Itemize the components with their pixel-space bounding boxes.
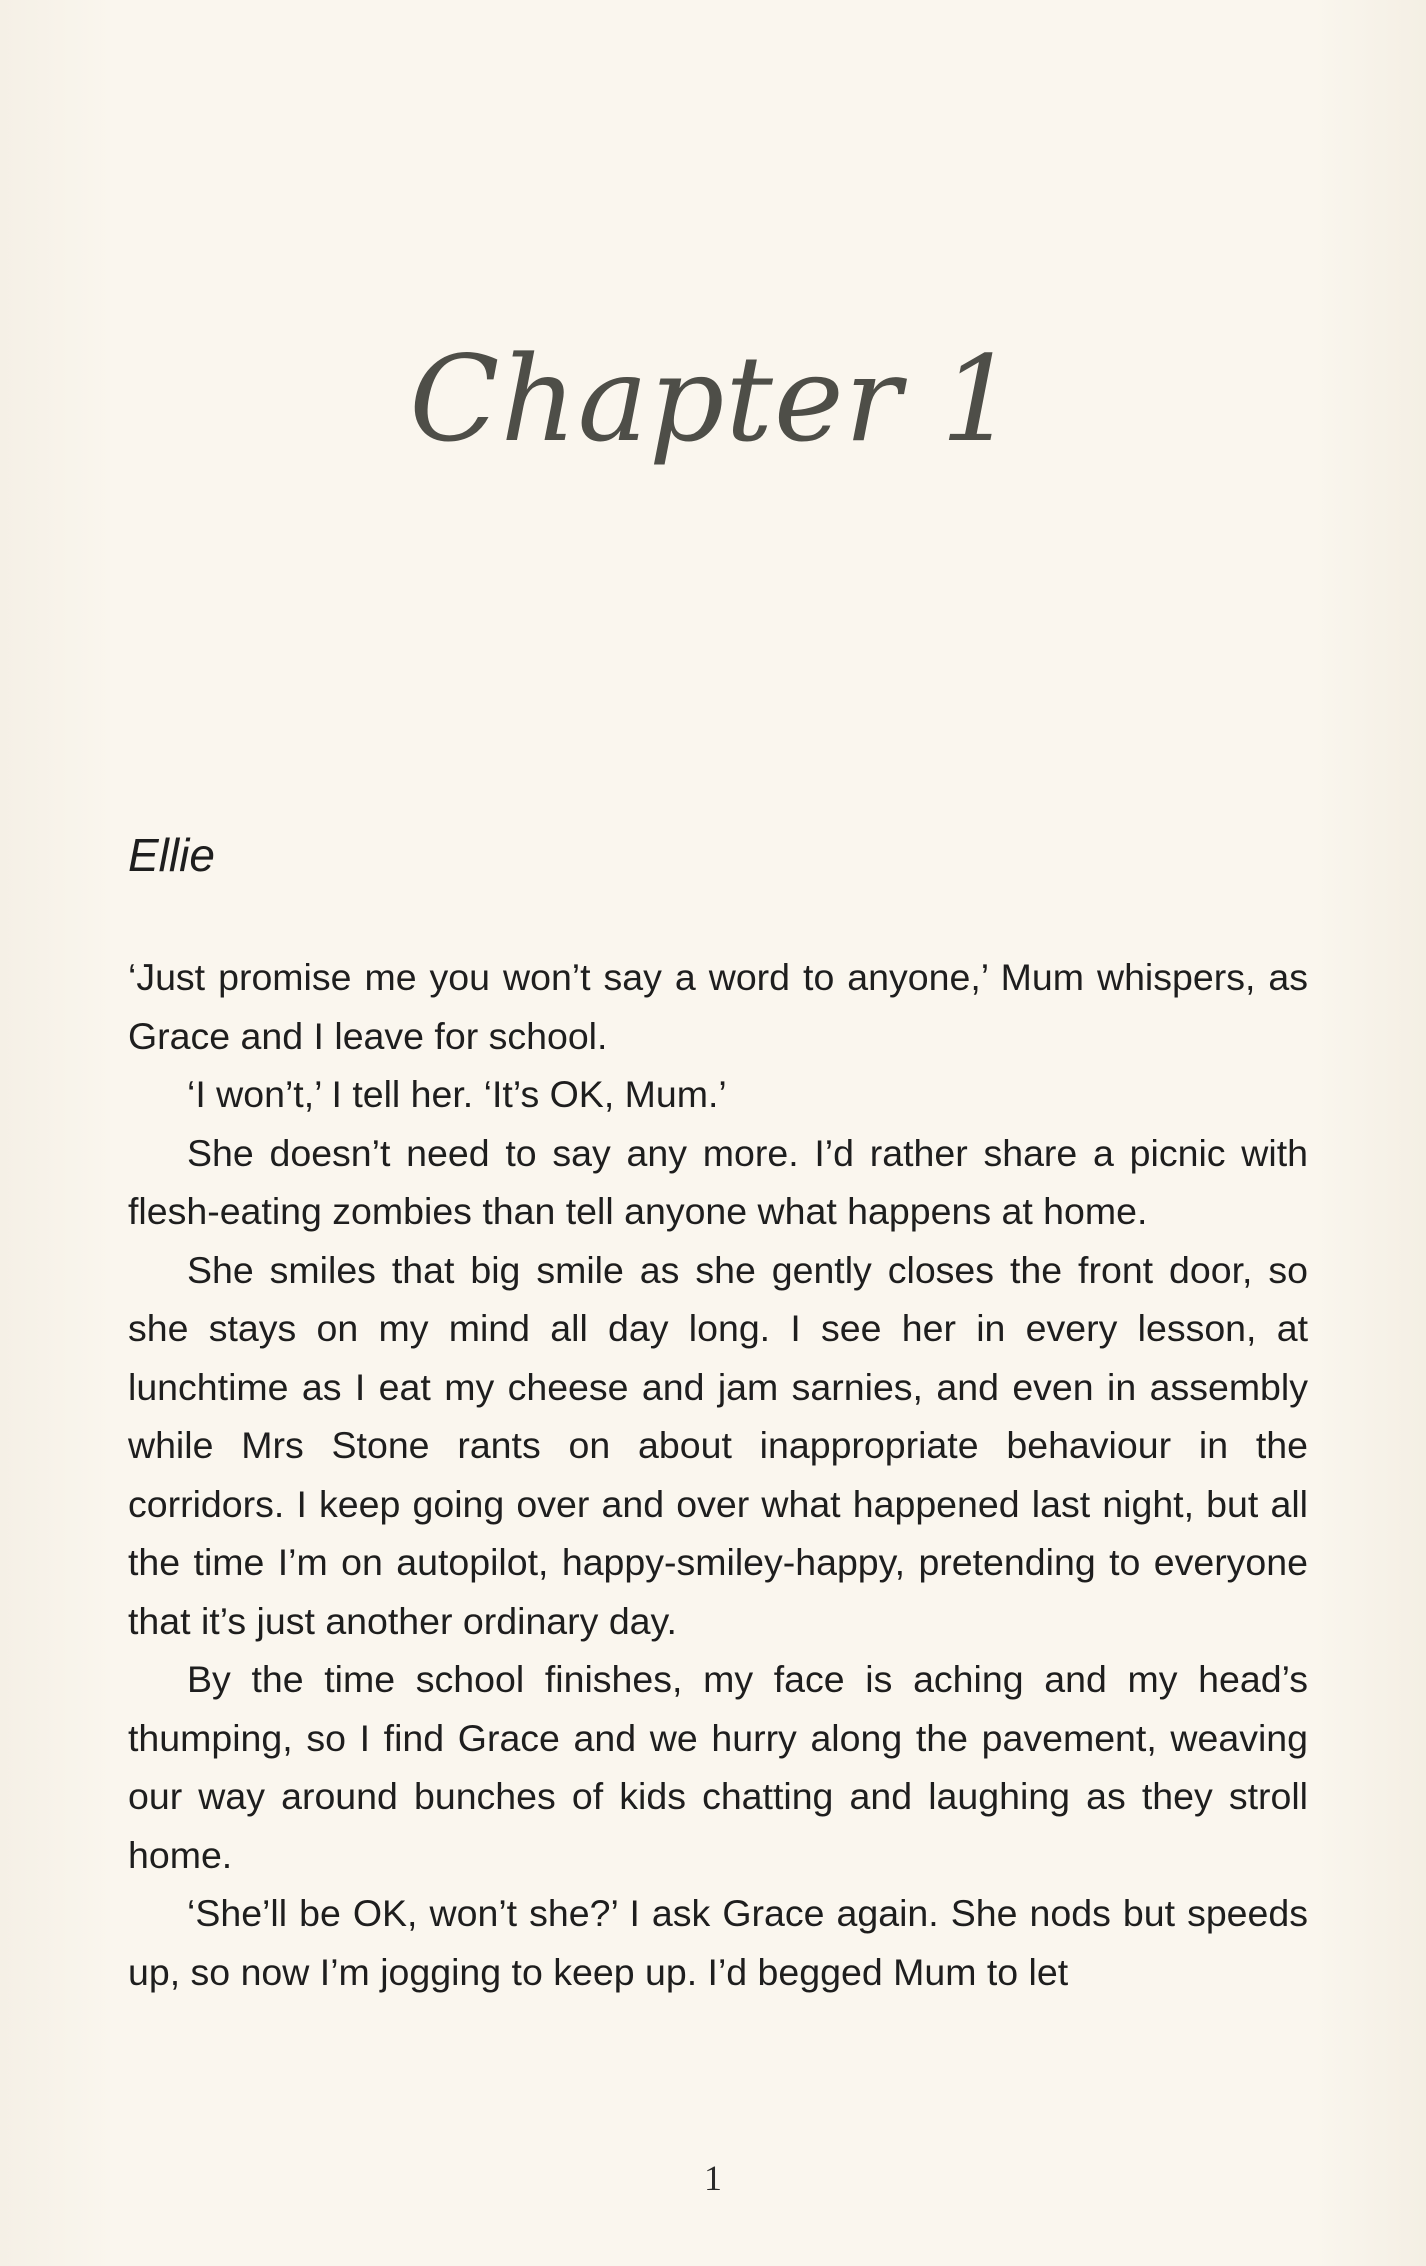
paragraph: ‘She’ll be OK, won’t she?’ I ask Grace again. She nods but speeds up, so now I’m jogging to keep up. I’d begged Mum to let — [128, 1892, 1308, 1993]
section-narrator-heading: Ellie — [128, 829, 215, 881]
paragraph: She doesn’t need to say any more. I’d rather share a picnic with flesh-eating zombies than tell anyone what happens at home. — [128, 1131, 1308, 1232]
paragraph: ‘I won’t,’ I tell her. ‘It’s OK, Mum.’ — [187, 1073, 727, 1115]
page-number: 1 — [704, 2158, 722, 2198]
chapter-title: Chapter 1 — [409, 330, 1017, 468]
paragraph: She smiles that big smile as she gently closes the front door, so she stays on my mind all day long. I see her in every lesson, at lunchtime as I eat my cheese and jam sarnies, and even in assembly while Mrs Stone rants on about inappropriate behaviour in the corridors. I keep going over and over what happened last night, but all the time I’m on autopilot, happy-smiley-happy, pretending to everyone that it’s just another ordinary day. — [128, 1248, 1308, 1642]
paragraph: ‘Just promise me you won’t say a word to anyone,’ Mum whispers, as Grace and I leave for school. — [128, 956, 1308, 1057]
paragraph: By the time school finishes, my face is aching and my head’s thumping, so I find Grace and we hurry along the pavement, weaving our way around bunches of kids chatting and laughing as they stroll home. — [128, 1658, 1308, 1876]
chapter-body-text — [128, 948, 1308, 2001]
